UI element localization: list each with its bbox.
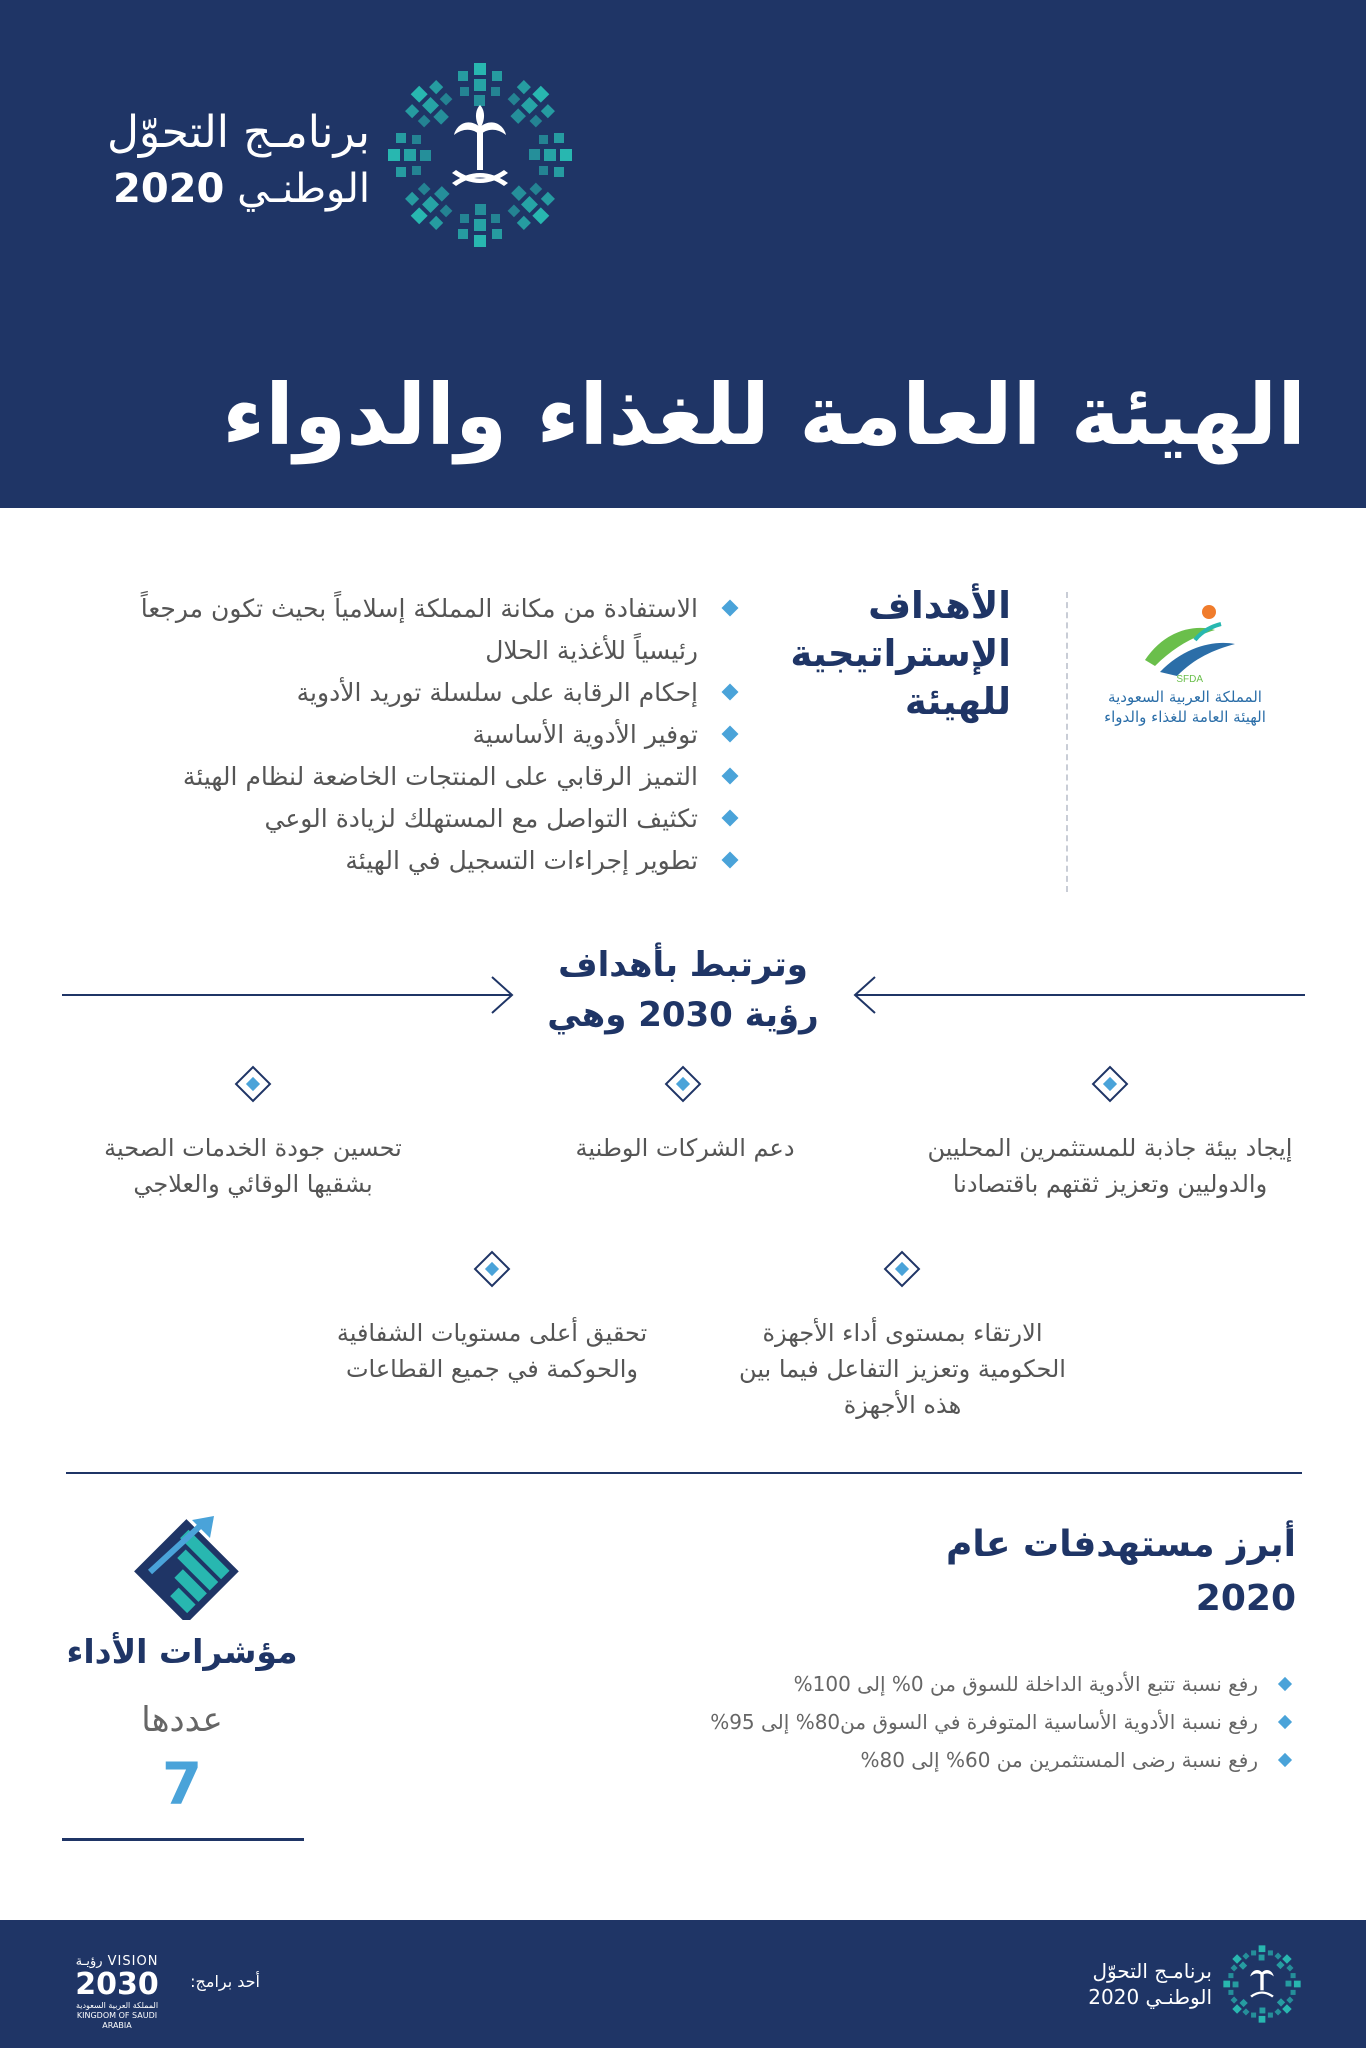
- diamond-bullet-icon: [722, 768, 739, 785]
- sfda-line1: المملكة العربية السعودية: [1108, 688, 1262, 706]
- goal-item-text: التميز الرقابي على المنتجات الخاضعة لنظام الهيئة: [182, 762, 698, 791]
- goal-item: [116, 672, 736, 714]
- program-star-emblem-icon: [1220, 1942, 1304, 2026]
- target-item-text: رفع نسبة الأدوية الأساسية المتوفرة في السوق من80% إلى 95%: [710, 1710, 1258, 1734]
- vision-2030-logo: [62, 1954, 172, 2031]
- goal-item: [116, 840, 736, 882]
- goals-title: الأهداف الإستراتيجية للهيئة: [790, 584, 1011, 723]
- program-name: [60, 105, 370, 217]
- goal-item: [116, 714, 736, 756]
- goal-item-text: تطوير إجراءات التسجيل في الهيئة: [345, 846, 698, 875]
- footer-banner: [0, 1920, 1366, 2048]
- program-name-word: الوطنـي: [237, 166, 370, 212]
- kpi-underline: [62, 1838, 304, 1841]
- program-logo: [60, 55, 600, 275]
- target-item: [590, 1665, 1290, 1703]
- vision-goal: تحقيق أعلى مستويات الشفافية والحوكمة في جميع القطاعات: [336, 1319, 648, 1383]
- sfda-abbr: SFDA: [1176, 674, 1203, 685]
- targets-title: أبرز مستهدفات عام 2020: [946, 1524, 1296, 1619]
- arrow-left-icon: [850, 975, 1305, 1015]
- arrow-right-icon: [62, 975, 517, 1015]
- vision-kingdom-en: KINGDOM OF SAUDI ARABIA: [76, 2011, 158, 2030]
- diamond-marker-icon: [665, 1066, 702, 1103]
- target-item-text: رفع نسبة رضى المستثمرين من 60% إلى 80%: [860, 1748, 1258, 1772]
- diamond-bullet-icon: [1278, 1753, 1292, 1767]
- sfda-emblem-icon: [1085, 600, 1285, 685]
- diamond-bullet-icon: [722, 726, 739, 743]
- program-year: 2020: [113, 166, 225, 212]
- goal-item-text: الاستفادة من مكانة المملكة إسلامياً بحيث تكون مرجعاً رئيسياً للأغذية الحلال: [140, 594, 698, 665]
- goal-item: [116, 756, 736, 798]
- diamond-bullet-icon: [1278, 1715, 1292, 1729]
- header-banner: [0, 0, 1366, 508]
- kpi-title: مؤشرات الأداء: [66, 1632, 298, 1671]
- footer-program-line2: الوطنـي 2020: [1088, 1985, 1212, 2009]
- diamond-marker-icon: [1092, 1066, 1129, 1103]
- vertical-divider: [1066, 592, 1068, 892]
- goal-item: [116, 798, 736, 840]
- diamond-marker-icon: [884, 1251, 921, 1288]
- diamond-marker-icon: [474, 1251, 511, 1288]
- goal-item: [116, 588, 736, 672]
- diamond-marker-icon: [235, 1066, 272, 1103]
- vision-goal: إيجاد بيئة جاذبة للمستثمرين المحليين والدوليين وتعزيز ثقتهم باقتصادنا: [927, 1134, 1293, 1198]
- page-title: الهيئة العامة للغذاء والدواء: [222, 366, 1306, 464]
- diamond-bullet-icon: [722, 600, 739, 617]
- section-divider: [66, 1472, 1302, 1474]
- goals-list: [116, 588, 736, 882]
- targets-list: [590, 1665, 1290, 1779]
- target-item: [590, 1741, 1290, 1779]
- vision-goal: تحسين جودة الخدمات الصحية بشقيها الوقائي والعلاجي: [104, 1134, 402, 1198]
- kpi-count: 7: [161, 1750, 203, 1818]
- vision-ar: رؤيـة: [75, 1954, 103, 1969]
- vision-en: VISION: [107, 1954, 159, 1969]
- kpi-count-label: عددها: [141, 1700, 223, 1740]
- program-name-line2: [60, 161, 370, 217]
- sfda-line2: الهيئة العامة للغذاء والدواء: [1104, 708, 1266, 726]
- target-item: [590, 1703, 1290, 1741]
- growth-chart-icon: [130, 1510, 240, 1620]
- vision-kingdom-ar: المملكة العربية السعودية: [75, 2001, 159, 2010]
- program-name-line1: برنامـج التحوّل: [106, 107, 370, 158]
- sfda-logo: [1085, 600, 1285, 730]
- diamond-bullet-icon: [722, 684, 739, 701]
- vision-goal: دعم الشركات الوطنية: [575, 1134, 795, 1162]
- diamond-bullet-icon: [722, 810, 739, 827]
- goal-item-text: تكثيف التواصل مع المستهلك لزيادة الوعي: [264, 804, 698, 833]
- footer-program-line1: برنامـج التحوّل: [1092, 1959, 1212, 1983]
- vision-year: 2030: [75, 1967, 159, 2002]
- diamond-bullet-icon: [722, 852, 739, 869]
- footer-one-of: أحد برامج:: [190, 1972, 260, 1991]
- program-star-emblem-icon: [380, 55, 580, 255]
- goal-item-text: إحكام الرقابة على سلسلة توريد الأدوية: [296, 678, 698, 707]
- target-item-text: رفع نسبة تتبع الأدوية الداخلة للسوق من 0% إلى 100%: [793, 1672, 1258, 1696]
- vision-goal: الارتقاء بمستوى أداء الأجهزة الحكومية وتعزيز التفاعل فيما بين هذه الأجهزة: [739, 1319, 1066, 1419]
- vision-link-title: وترتبط بأهداف رؤية 2030 وهي: [547, 945, 819, 1035]
- footer-program-name: [1000, 1958, 1212, 2010]
- diamond-bullet-icon: [1278, 1677, 1292, 1691]
- goal-item-text: توفير الأدوية الأساسية: [472, 720, 698, 749]
